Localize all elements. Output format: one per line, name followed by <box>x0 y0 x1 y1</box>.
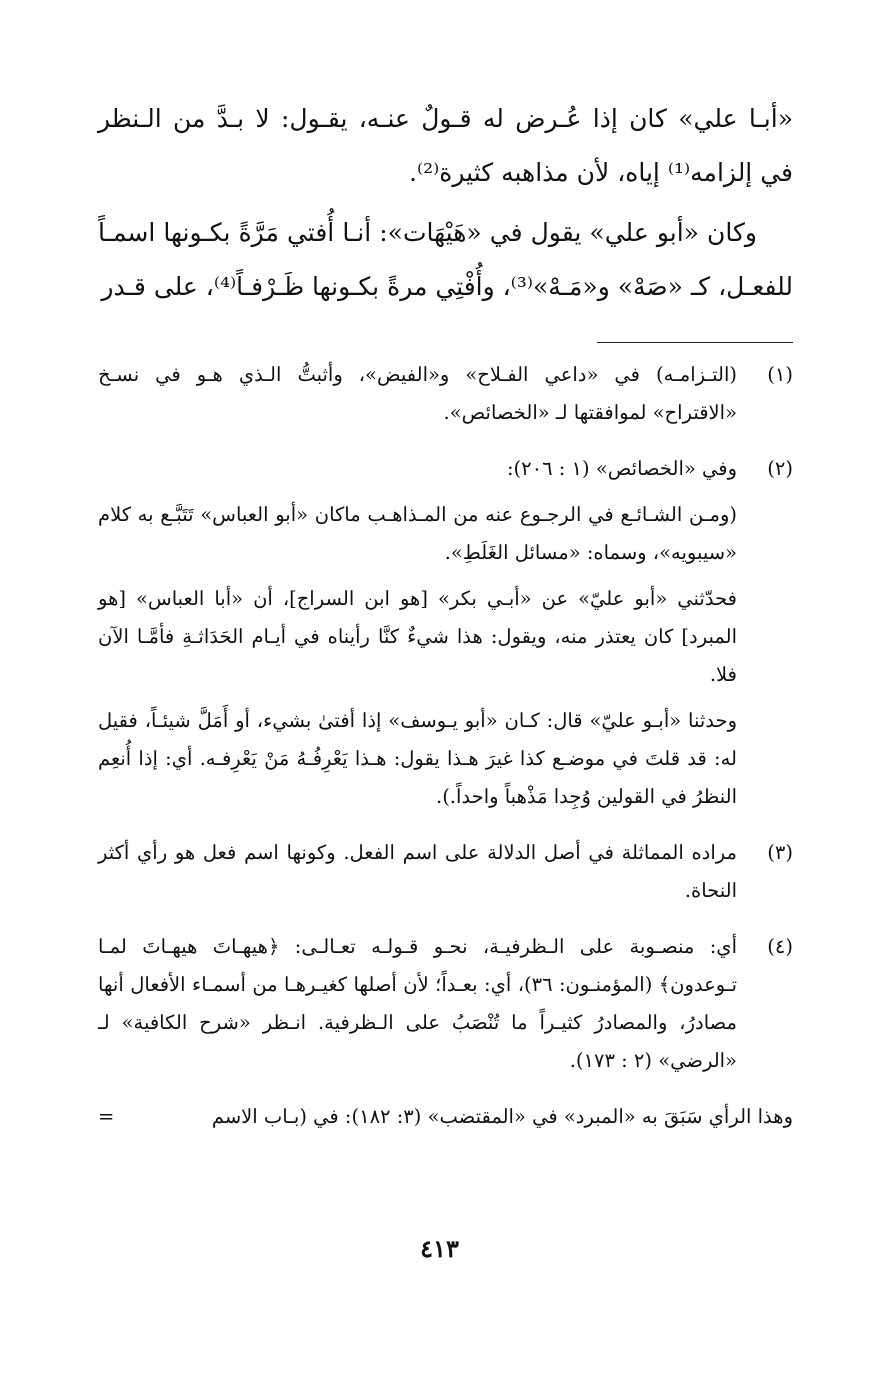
footnote-number: (٣) <box>767 841 793 864</box>
footnote-separator <box>597 342 793 343</box>
footnote-body <box>98 834 737 918</box>
continuation-mark: = <box>98 1105 115 1128</box>
footnote-number: (٢) <box>767 457 793 480</box>
footnote-3 <box>98 834 793 918</box>
main-paragraph-2: وكان «أبو علي» يقول في «هَيْهَات»: أنـا أُفتي مَرَّةً بكـونها اسمـاً للفعـل، كـ «صَهْ» و«مَـهْ»⁽³⁾، وأُفْتِي مرةً بكـونها ظَـرْفـاً⁽⁴⁾، على قـدر <box>98 218 793 301</box>
footnote-text: فحدّثني «أبو عليّ» عن «أبـي بكر» [هو ابن السراج]، أن «أبا العباس» [هو المبرد] كان يعتذر منه، ويقول: هذا شيءٌ كنَّا رأيناه في أيـام الحَدَاثـةِ فأمَّـا الآن فلا. <box>98 587 737 686</box>
footnote-4 <box>98 928 793 1088</box>
footnote-continuation <box>98 1098 793 1136</box>
footnotes <box>98 356 793 1136</box>
footnote-number: (١) <box>767 363 793 386</box>
page-number: ٤١٣ <box>420 1234 459 1263</box>
footnote-body <box>98 450 737 824</box>
footnote-2 <box>98 450 793 824</box>
main-text <box>98 92 793 320</box>
footnote-body <box>98 928 737 1088</box>
footnote-text: وفي «الخصائص» (١ : ٢٠٦): <box>506 457 737 480</box>
continuation-text: وهذا الرأي سَبَقَ به «المبرد» في «المقتضب» (٣: ١٨٢): في (بـاب الاسم <box>211 1105 793 1128</box>
footnote-text: وحدثنا «أبـو عليّ» قال: كـان «أبو يـوسف» إذا أفتىٰ بشيء، أو أَمَلَّ شيئـاً، فقيل له: قد قلتَ في موضـع كذا غيرَ هـذا يقول: هـذا يَعْرِفُـهُ مَنْ يَعْرِفـه. أي: إذا أُنعِم النظرُ في القولين وُجِدا مَذْهباً واحداً.). <box>98 709 737 808</box>
footnote-text: أي: منصـوبة على الـظرفيـة، نحـو قـولـه تعـالـى: ﴿هيهـاتَ هيهـاتَ لمـا تـوعدون﴾ (المؤمنـون: ٣٦)، أي: بعـداً؛ لأن أصلها كغيـرهـا من أسمـاء الأفعال أنها مصادرُ، والمصادرُ كثيـراً ما تُنْصَبُ على الـظرفية. انـظر «شرح الكافية» لـ «الرضي» (٢ : ١٧٣). <box>98 935 737 1072</box>
footnote-text: (ومـن الشـائـع في الرجـوع عنه من المـذاهـب ماكان «أبو العباس» تَتَبَّـع به كلام «سيبويه»، وسماه: «مسائل الغَلَطِ». <box>98 503 737 564</box>
footnote-number: (٤) <box>767 935 793 958</box>
footnote-1 <box>98 356 793 440</box>
main-paragraph-1: «أبـا علي» كان إذا عُـرض له قـولٌ عنـه، يقـول: لا بـدَّ من الـنظر في إلزامه⁽¹⁾ إياه، لأن مذاهبه كثيرة⁽²⁾. <box>98 104 793 187</box>
footnote-body <box>98 356 737 440</box>
footnote-text: (التـزامـه) في «داعي الفـلاح» و«الفيض»، وأثبتُّ الـذي هـو في نسـخ «الاقتراح» لموافقتها لـ «الخصائص». <box>98 363 737 424</box>
footnote-text: مراده المماثلة في أصل الدلالة على اسم الفعل. وكونها اسم فعل هو رأي أكثر النحاة. <box>98 841 737 902</box>
